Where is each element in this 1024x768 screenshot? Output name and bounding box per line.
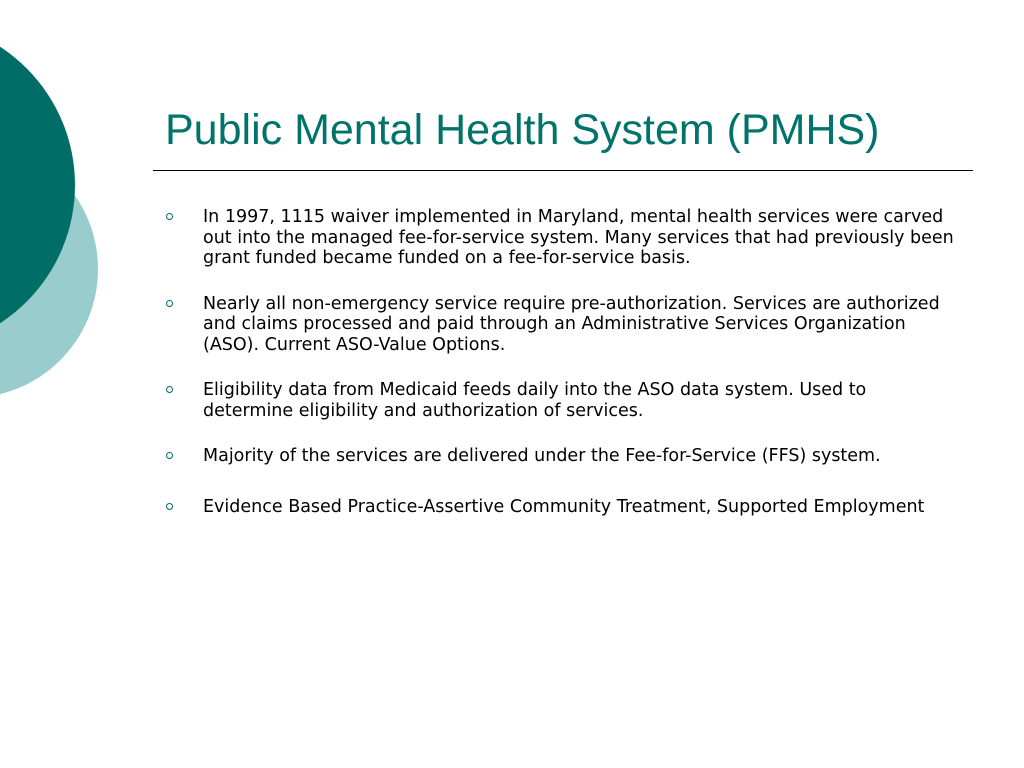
hollow-circle-icon (166, 386, 173, 393)
bullet-text: Eligibility data from Medicaid feeds daily into the ASO data system. Used to determine eligibility and authorization of services. (203, 380, 867, 421)
hollow-circle-icon (166, 213, 173, 220)
hollow-circle-icon (166, 503, 173, 510)
hollow-circle-icon (166, 452, 173, 459)
hollow-circle-icon (166, 300, 173, 307)
bullet-text: In 1997, 1115 waiver implemented in Maryland, mental health services were carved out into the managed fee-for-service system. Many services that had previously been grant funded became funded on a fee-for-service basis. (203, 207, 954, 268)
title-divider (153, 170, 973, 171)
bullet-text: Majority of the services are delivered under the Fee-for-Service (FFS) system. (203, 446, 881, 466)
bullet-item (160, 294, 960, 356)
bullet-item (160, 497, 960, 518)
bullet-list (160, 207, 960, 542)
bullet-item (160, 446, 960, 467)
bullet-item (160, 380, 960, 421)
bullet-text: Evidence Based Practice-Assertive Community Treatment, Supported Employment (203, 496, 925, 517)
bullet-item (160, 207, 960, 269)
bullet-text: Nearly all non-emergency service require pre-authorization. Services are authorized and claims processed and paid through an Administrative Services Organization (ASO). Current ASO-Value Options. (203, 293, 940, 355)
slide-title: Public Mental Health System (PMHS) (165, 106, 880, 154)
